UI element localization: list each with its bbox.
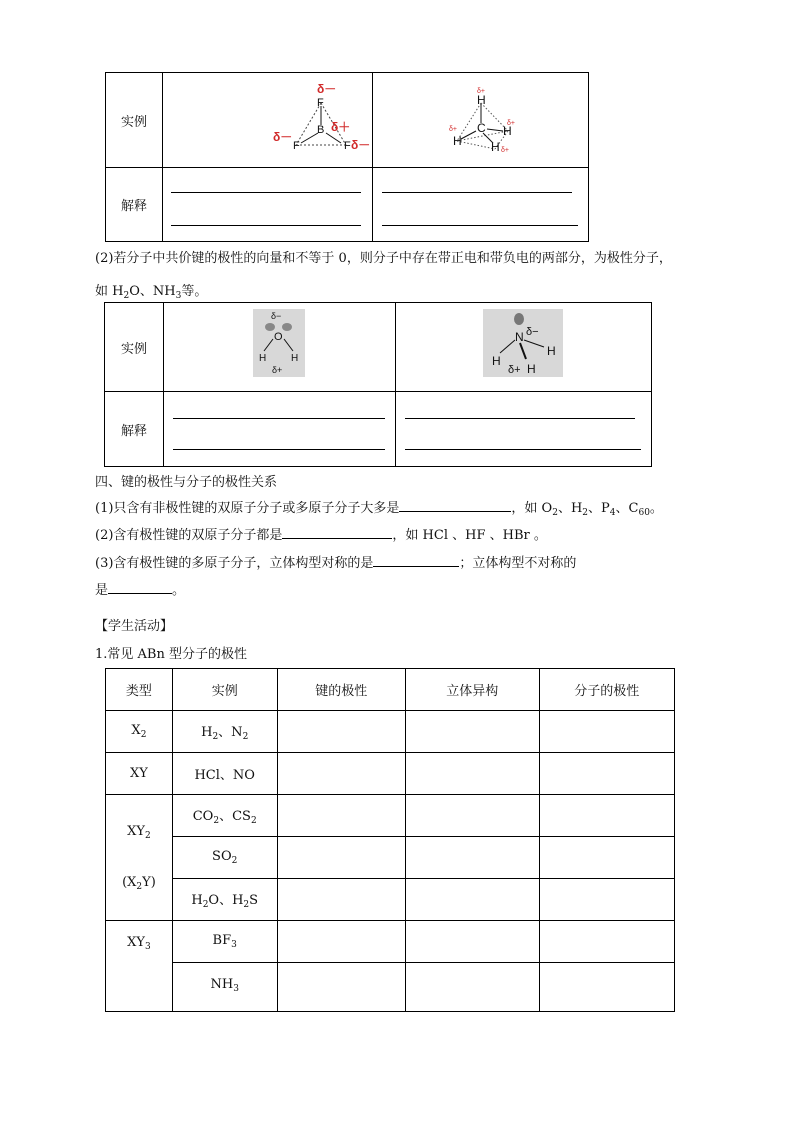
answer-line xyxy=(171,192,361,193)
type-cell: $X_2$ xyxy=(106,711,173,753)
example-cell: $BF_3$ xyxy=(172,921,277,963)
table-row xyxy=(106,921,675,963)
h2o-explanation-cell[interactable] xyxy=(164,392,396,467)
section4-item1: (1)只含有非极性键的双原子分子或多原子分子大多是 ，如 $O_2$、$H_2$、$P_4$、$C_{60}$。 xyxy=(95,497,663,518)
bf3-diagram-cell xyxy=(163,73,373,168)
table-row xyxy=(106,879,675,921)
answer-cell[interactable] xyxy=(406,753,539,795)
row-label-example: 实例 xyxy=(105,303,164,392)
example-cell: $H_2O$、$H_2S$ xyxy=(172,879,277,921)
blank-input[interactable] xyxy=(282,524,392,539)
bf3-delta-b: δ＋ xyxy=(331,120,351,134)
answer-line xyxy=(173,418,385,419)
table-polarity-nonpolar xyxy=(105,72,589,242)
blank-input[interactable] xyxy=(373,552,459,567)
answer-cell[interactable] xyxy=(539,921,674,963)
type-cell: $XY_2$ $(X_2Y)$ xyxy=(106,795,173,921)
answer-cell[interactable] xyxy=(277,711,405,753)
example-cell: HCl、NO xyxy=(172,753,277,795)
nh3-atom-h-left: H xyxy=(492,354,501,368)
ch4-atom-h-bottom: H xyxy=(491,140,500,154)
answer-cell[interactable] xyxy=(539,963,674,1012)
answer-cell[interactable] xyxy=(539,795,674,837)
h2o-structure-image xyxy=(164,303,395,391)
ch4-structure-image xyxy=(373,73,588,167)
answer-cell[interactable] xyxy=(277,879,405,921)
answer-line xyxy=(405,418,635,419)
h2o-delta-minus: δ− xyxy=(271,311,282,321)
ch4-atom-c: C xyxy=(477,121,486,135)
nh3-diagram-cell xyxy=(396,303,652,392)
answer-cell[interactable] xyxy=(539,711,674,753)
bf3-delta-left: δ－ xyxy=(273,130,293,144)
answer-cell[interactable] xyxy=(277,753,405,795)
table-row xyxy=(106,753,675,795)
bf3-delta-right: δ－ xyxy=(351,138,371,152)
example-cell: $H_2$、$N_2$ xyxy=(172,711,277,753)
ch4-delta-top: δ+ xyxy=(477,88,485,95)
answer-cell[interactable] xyxy=(277,921,405,963)
ch4-diagram-cell xyxy=(373,73,589,168)
abn-polarity-table xyxy=(105,668,675,1012)
section4-item2: (2)含有极性键的双原子分子都是 ，如 HCl 、HF 、HBr 。 xyxy=(95,524,547,543)
example-cell: $CO_2$、$CS_2$ xyxy=(172,795,277,837)
answer-cell[interactable] xyxy=(277,795,405,837)
bf3-atom-f-top: F xyxy=(317,97,324,109)
answer-cell[interactable] xyxy=(539,837,674,879)
nh3-atom-n: N xyxy=(515,330,524,344)
type-cell: $XY_3$ xyxy=(106,921,173,1012)
table-row xyxy=(106,963,675,1012)
ch4-delta-left: δ+ xyxy=(449,126,457,133)
nh3-explanation-cell[interactable] xyxy=(396,392,652,467)
answer-cell[interactable] xyxy=(406,879,539,921)
nh3-atom-h-bottom: H xyxy=(527,362,536,376)
nh3-delta-minus: δ− xyxy=(526,326,539,338)
activity-heading: 【学生活动】 xyxy=(95,619,174,634)
row-label-example: 实例 xyxy=(106,73,163,168)
blank-input[interactable] xyxy=(108,579,172,594)
nh3-atom-h-right: H xyxy=(547,344,556,358)
answer-cell[interactable] xyxy=(406,795,539,837)
header-example: 实例 xyxy=(172,669,277,711)
ch4-explanation-cell[interactable] xyxy=(373,168,589,242)
table-header-row xyxy=(106,669,675,711)
example-cell: $NH_3$ xyxy=(172,963,277,1012)
header-bond-polarity: 键的极性 xyxy=(277,669,405,711)
bf3-atom-f-right: F xyxy=(344,140,351,152)
answer-cell[interactable] xyxy=(539,753,674,795)
ch4-delta-bottom: δ+ xyxy=(501,147,509,154)
answer-cell[interactable] xyxy=(406,711,539,753)
answer-line xyxy=(382,192,572,193)
ch4-atom-h-right: H xyxy=(503,124,512,138)
bf3-structure-image xyxy=(163,73,372,167)
bf3-atom-b: B xyxy=(317,124,325,136)
section4-heading: 四、键的极性与分子的极性关系 xyxy=(95,475,278,490)
bf3-explanation-cell[interactable] xyxy=(163,168,373,242)
answer-line xyxy=(382,225,578,226)
answer-cell[interactable] xyxy=(406,963,539,1012)
type-cell: XY xyxy=(106,753,173,795)
row-label-explanation: 解释 xyxy=(105,392,164,467)
table-row xyxy=(106,837,675,879)
section4-item3-cont: 是 。 xyxy=(95,579,185,598)
answer-cell[interactable] xyxy=(277,963,405,1012)
answer-line xyxy=(173,449,385,450)
paragraph-polar-molecule: (2)若分子中共价键的极性的向量和不等于 0，则分子中存在带正电和带负电的两部分，为极性分子， xyxy=(95,251,672,266)
answer-line xyxy=(405,449,641,450)
nh3-structure-image xyxy=(396,303,651,391)
paragraph-polar-examples: 如 $H_2O$、$NH_3$等。 xyxy=(95,284,208,301)
nh3-delta-plus: δ+ xyxy=(508,364,521,376)
bf3-atom-f-left: F xyxy=(293,140,300,152)
ch4-atom-h-top: H xyxy=(477,93,486,107)
answer-cell[interactable] xyxy=(277,837,405,879)
bf3-delta-top: δ－ xyxy=(317,82,337,96)
answer-cell[interactable] xyxy=(539,879,674,921)
table-row xyxy=(106,795,675,837)
ch4-atom-h-left: H xyxy=(453,134,462,148)
answer-line xyxy=(171,225,361,226)
header-molecule-polarity: 分子的极性 xyxy=(539,669,674,711)
header-geometry: 立体异构 xyxy=(406,669,539,711)
row-label-explanation: 解释 xyxy=(106,168,163,242)
table-row xyxy=(106,711,675,753)
blank-input[interactable] xyxy=(399,497,511,512)
h2o-diagram-cell xyxy=(164,303,396,392)
h2o-atom-h-right: H xyxy=(291,353,299,364)
h2o-atom-h-left: H xyxy=(259,353,267,364)
ch4-delta-right: δ+ xyxy=(507,120,515,127)
h2o-delta-plus: δ+ xyxy=(272,365,283,375)
answer-cell[interactable] xyxy=(406,921,539,963)
section4-item3: (3)含有极性键的多原子分子，立体构型对称的是 ；立体构型不对称的 xyxy=(95,552,576,571)
table-polarity-polar xyxy=(104,302,652,467)
activity-title: 1.常见 ABn 型分子的极性 xyxy=(95,647,247,662)
example-cell: $SO_2$ xyxy=(172,837,277,879)
header-type: 类型 xyxy=(106,669,173,711)
answer-cell[interactable] xyxy=(406,837,539,879)
h2o-atom-o: O xyxy=(274,331,283,343)
